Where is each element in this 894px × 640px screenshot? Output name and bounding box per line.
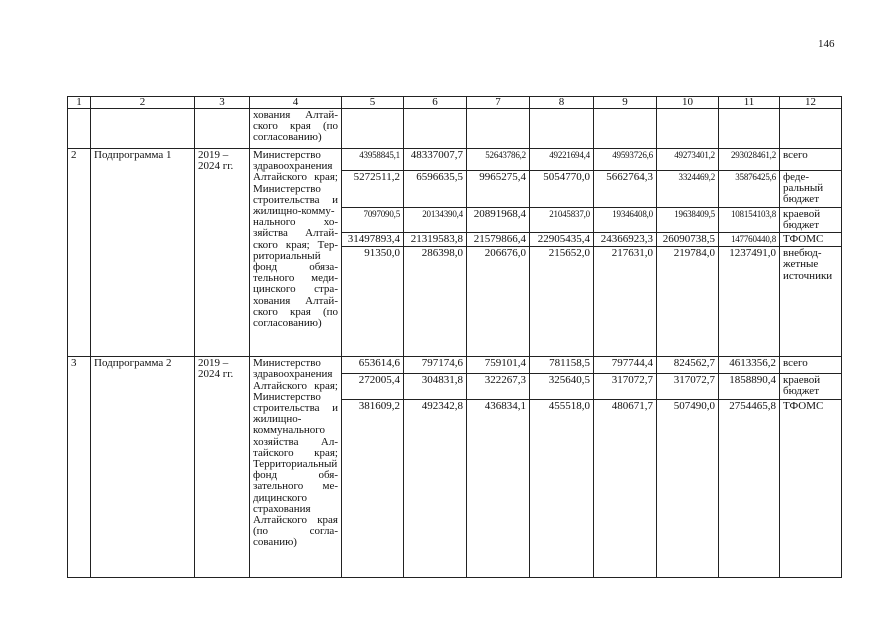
value-cell: 21579866,4 bbox=[467, 233, 530, 247]
value-cell: 19638409,5 bbox=[657, 207, 719, 232]
header-cell: 7 bbox=[467, 97, 530, 109]
continuation-row bbox=[68, 109, 842, 149]
header-cell: 5 bbox=[342, 97, 404, 109]
executor-cell: Министерство здравоохранения Алтайского края; Министерство строительства и жилищно-коммунального хозяйства Алтайского края; Территориальный фонд обязательного медицинского страхования Алтайского края (по согласованию) bbox=[250, 357, 342, 578]
value-cell: 797174,6 bbox=[404, 357, 467, 374]
value-cell: 1237491,0 bbox=[719, 247, 780, 357]
header-cell: 8 bbox=[530, 97, 594, 109]
value-cell: 507490,0 bbox=[657, 400, 719, 578]
value-cell: 217631,0 bbox=[594, 247, 657, 357]
table-row bbox=[68, 357, 842, 374]
value-cell: 49593726,6 bbox=[594, 149, 657, 171]
value-cell: 19346408,0 bbox=[594, 207, 657, 232]
executor-cell: хования Алтайского края (по согласованию) bbox=[250, 109, 342, 149]
table-cell bbox=[68, 109, 91, 149]
value-cell: 5272511,2 bbox=[342, 171, 404, 208]
value-cell: 108154103,8 bbox=[719, 207, 780, 232]
program-funding-table bbox=[67, 96, 842, 578]
value-cell: 322267,3 bbox=[467, 374, 530, 400]
table-cell bbox=[404, 109, 467, 149]
value-cell: 35876425,6 bbox=[719, 171, 780, 208]
value-cell: 21319583,8 bbox=[404, 233, 467, 247]
funding-source-label: ТФОМС bbox=[780, 233, 842, 247]
value-cell: 20134390,4 bbox=[404, 207, 467, 232]
value-cell: 219784,0 bbox=[657, 247, 719, 357]
funding-source-label: краевой бюджет bbox=[780, 207, 842, 232]
header-cell: 10 bbox=[657, 97, 719, 109]
value-cell: 20891968,4 bbox=[467, 207, 530, 232]
value-cell: 52643786,2 bbox=[467, 149, 530, 171]
funding-source-label: всего bbox=[780, 357, 842, 374]
header-row bbox=[68, 97, 842, 109]
value-cell: 147760440,8 bbox=[719, 233, 780, 247]
value-cell: 5054770,0 bbox=[530, 171, 594, 208]
value-cell: 22905435,4 bbox=[530, 233, 594, 247]
value-cell: 293028461,2 bbox=[719, 149, 780, 171]
value-cell: 492342,8 bbox=[404, 400, 467, 578]
table-cell bbox=[530, 109, 594, 149]
value-cell: 206676,0 bbox=[467, 247, 530, 357]
value-cell: 759101,4 bbox=[467, 357, 530, 374]
value-cell: 91350,0 bbox=[342, 247, 404, 357]
table-cell bbox=[657, 109, 719, 149]
value-cell: 21045837,0 bbox=[530, 207, 594, 232]
value-cell: 304831,8 bbox=[404, 374, 467, 400]
value-cell: 653614,6 bbox=[342, 357, 404, 374]
table-cell bbox=[195, 109, 250, 149]
value-cell: 48337007,7 bbox=[404, 149, 467, 171]
table-cell bbox=[719, 109, 780, 149]
row-number: 2 bbox=[68, 149, 91, 357]
value-cell: 7097090,5 bbox=[342, 207, 404, 232]
funding-source-label: внебюджетные источники bbox=[780, 247, 842, 357]
subprogram-name: Подпрограмма 1 bbox=[91, 149, 195, 357]
header-cell: 6 bbox=[404, 97, 467, 109]
value-cell: 6596635,5 bbox=[404, 171, 467, 208]
value-cell: 31497893,4 bbox=[342, 233, 404, 247]
value-cell: 5662764,3 bbox=[594, 171, 657, 208]
value-cell: 286398,0 bbox=[404, 247, 467, 357]
value-cell: 4613356,2 bbox=[719, 357, 780, 374]
value-cell: 26090738,5 bbox=[657, 233, 719, 247]
table-cell bbox=[594, 109, 657, 149]
subprogram-name: Подпрограмма 2 bbox=[91, 357, 195, 578]
row-number: 3 bbox=[68, 357, 91, 578]
value-cell: 317072,7 bbox=[594, 374, 657, 400]
value-cell: 3324469,2 bbox=[657, 171, 719, 208]
header-cell: 3 bbox=[195, 97, 250, 109]
value-cell: 215652,0 bbox=[530, 247, 594, 357]
header-cell: 1 bbox=[68, 97, 91, 109]
value-cell: 9965275,4 bbox=[467, 171, 530, 208]
value-cell: 49221694,4 bbox=[530, 149, 594, 171]
value-cell: 797744,4 bbox=[594, 357, 657, 374]
header-cell: 2 bbox=[91, 97, 195, 109]
value-cell: 2754465,8 bbox=[719, 400, 780, 578]
value-cell: 317072,7 bbox=[657, 374, 719, 400]
funding-source-label: всего bbox=[780, 149, 842, 171]
value-cell: 272005,4 bbox=[342, 374, 404, 400]
executor-cell: Министерство здравоохранения Алтайского края; Министерство строительства и жилищно-коммунального хозяйства Алтайского края; Территориальный фонд обязательного медицинского страхования Алтайского края (по согласованию) bbox=[250, 149, 342, 357]
header-cell: 11 bbox=[719, 97, 780, 109]
value-cell: 49273401,2 bbox=[657, 149, 719, 171]
value-cell: 24366923,3 bbox=[594, 233, 657, 247]
header-cell: 12 bbox=[780, 97, 842, 109]
page-number: 146 bbox=[818, 38, 835, 50]
table-cell bbox=[91, 109, 195, 149]
value-cell: 325640,5 bbox=[530, 374, 594, 400]
value-cell: 824562,7 bbox=[657, 357, 719, 374]
value-cell: 381609,2 bbox=[342, 400, 404, 578]
value-cell: 1858890,4 bbox=[719, 374, 780, 400]
value-cell: 781158,5 bbox=[530, 357, 594, 374]
value-cell: 455518,0 bbox=[530, 400, 594, 578]
value-cell: 480671,7 bbox=[594, 400, 657, 578]
table-cell bbox=[342, 109, 404, 149]
value-cell: 436834,1 bbox=[467, 400, 530, 578]
period: 2019 – 2024 гг. bbox=[195, 357, 250, 578]
funding-source-label: ТФОМС bbox=[780, 400, 842, 578]
table-cell bbox=[780, 109, 842, 149]
header-cell: 9 bbox=[594, 97, 657, 109]
funding-source-label: федеральный бюджет bbox=[780, 171, 842, 208]
table-cell bbox=[467, 109, 530, 149]
value-cell: 43958845,1 bbox=[342, 149, 404, 171]
table-row bbox=[68, 149, 842, 171]
funding-source-label: краевой бюджет bbox=[780, 374, 842, 400]
period: 2019 – 2024 гг. bbox=[195, 149, 250, 357]
header-cell: 4 bbox=[250, 97, 342, 109]
